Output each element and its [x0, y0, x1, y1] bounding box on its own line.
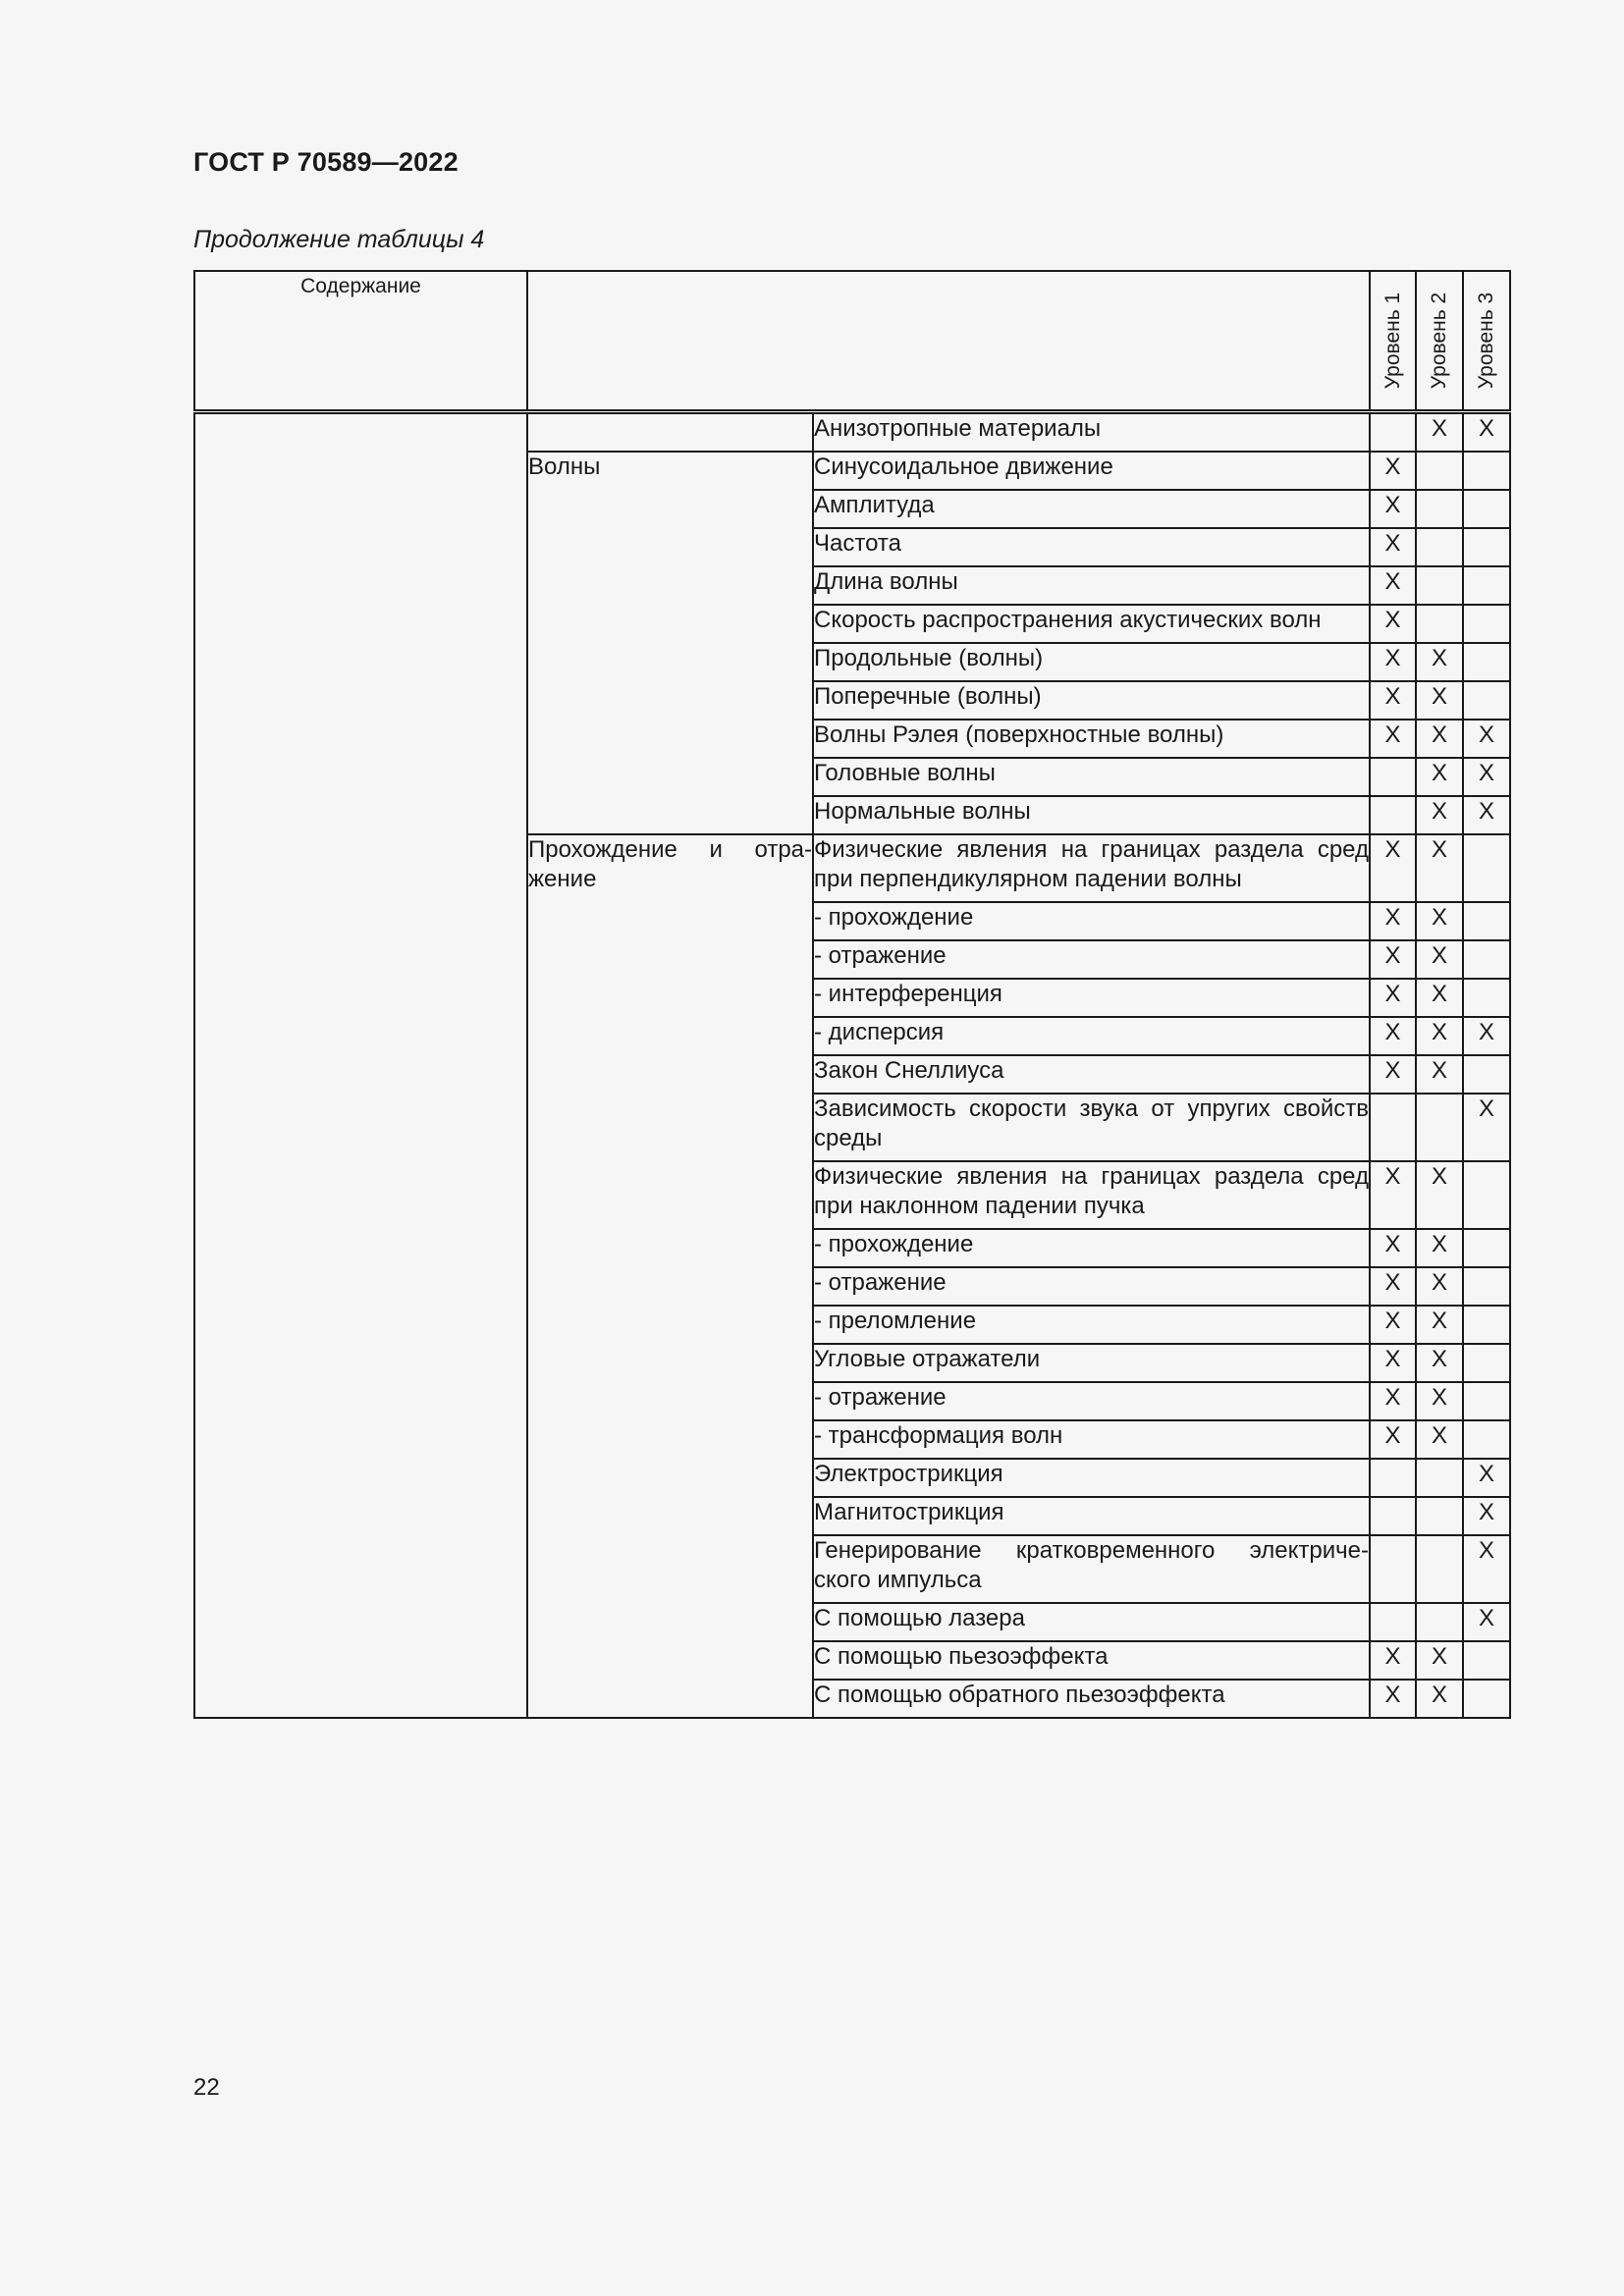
topic-cell: Магнитострикция — [813, 1497, 1370, 1535]
level-2-mark: X — [1416, 681, 1463, 720]
level-2-mark: X — [1416, 834, 1463, 902]
level-2-mark: X — [1416, 1641, 1463, 1680]
level-1-mark: X — [1370, 834, 1416, 902]
level-1-mark: X — [1370, 1267, 1416, 1306]
topic-cell: - прохождение — [813, 1229, 1370, 1267]
level-3-mark — [1463, 940, 1510, 979]
header-blank — [527, 271, 1370, 412]
level-3-mark: X — [1463, 1497, 1510, 1535]
level-1-mark — [1370, 1603, 1416, 1641]
level-1-mark: X — [1370, 720, 1416, 758]
level-1-mark: X — [1370, 1420, 1416, 1459]
level-2-mark: X — [1416, 1017, 1463, 1055]
topic-cell: - дисперсия — [813, 1017, 1370, 1055]
level-2-mark — [1416, 1603, 1463, 1641]
level-1-mark — [1370, 1459, 1416, 1497]
level-1-mark: X — [1370, 1161, 1416, 1229]
level-3-mark — [1463, 605, 1510, 643]
level-1-mark — [1370, 1497, 1416, 1535]
topic-cell: - отражение — [813, 1267, 1370, 1306]
topic-cell: Головные волны — [813, 758, 1370, 796]
topic-cell: Генерирование кратковременного электриче-ского импульса — [813, 1535, 1370, 1603]
level-1-mark — [1370, 1535, 1416, 1603]
topic-cell: Зависимость скорости звука от упругих свойств среды — [813, 1094, 1370, 1161]
level-1-mark: X — [1370, 1382, 1416, 1420]
topic-cell: С помощью лазера — [813, 1603, 1370, 1641]
header-level-1 — [1370, 271, 1416, 412]
topic-cell: Скорость распространения акустических волн — [813, 605, 1370, 643]
level-3-mark — [1463, 566, 1510, 605]
level-1-mark — [1370, 1094, 1416, 1161]
level-3-mark: X — [1463, 1535, 1510, 1603]
topic-cell: Длина волны — [813, 566, 1370, 605]
level-1-mark: X — [1370, 681, 1416, 720]
level-2-mark — [1416, 1459, 1463, 1497]
level-2-mark — [1416, 1094, 1463, 1161]
topic-cell: Синусоидальное движение — [813, 452, 1370, 490]
level-3-mark: X — [1463, 1017, 1510, 1055]
topic-cell: - интерференция — [813, 979, 1370, 1017]
topic-cell: - преломление — [813, 1306, 1370, 1344]
level-3-mark: X — [1463, 1603, 1510, 1641]
level-3-mark — [1463, 1055, 1510, 1094]
level-1-mark: X — [1370, 940, 1416, 979]
level-3-mark — [1463, 1344, 1510, 1382]
level-1-mark: X — [1370, 566, 1416, 605]
level-3-mark — [1463, 643, 1510, 681]
level-2-mark: X — [1416, 758, 1463, 796]
level-2-mark — [1416, 490, 1463, 528]
header-level-2 — [1416, 271, 1463, 412]
level-2-mark: X — [1416, 940, 1463, 979]
level-2-mark — [1416, 1497, 1463, 1535]
header-level-3-label: Уровень 3 — [1475, 292, 1497, 390]
table-row — [194, 412, 1510, 453]
level-3-mark: X — [1463, 1094, 1510, 1161]
header-level-2-label: Уровень 2 — [1428, 292, 1450, 390]
group-cell — [527, 452, 813, 834]
header-level-3 — [1463, 271, 1510, 412]
level-3-mark — [1463, 1306, 1510, 1344]
level-2-mark: X — [1416, 979, 1463, 1017]
document-code: ГОСТ Р 70589—2022 — [193, 147, 459, 177]
group-label: Волны — [528, 454, 601, 480]
topic-cell: Нормальные волны — [813, 796, 1370, 834]
level-3-mark — [1463, 834, 1510, 902]
level-3-mark — [1463, 1641, 1510, 1680]
level-3-mark: X — [1463, 720, 1510, 758]
level-3-mark — [1463, 681, 1510, 720]
level-1-mark: X — [1370, 605, 1416, 643]
level-1-mark: X — [1370, 490, 1416, 528]
level-1-mark: X — [1370, 452, 1416, 490]
level-2-mark: X — [1416, 1055, 1463, 1094]
topic-cell: Продольные (волны) — [813, 643, 1370, 681]
level-1-mark: X — [1370, 1641, 1416, 1680]
table-body — [194, 412, 1510, 1719]
level-3-mark: X — [1463, 796, 1510, 834]
level-2-mark: X — [1416, 1161, 1463, 1229]
topic-cell: - отражение — [813, 1382, 1370, 1420]
level-3-mark: X — [1463, 758, 1510, 796]
level-2-mark: X — [1416, 1344, 1463, 1382]
level-1-mark: X — [1370, 1306, 1416, 1344]
level-2-mark: X — [1416, 1306, 1463, 1344]
topic-cell: - прохождение — [813, 902, 1370, 940]
level-3-mark — [1463, 1267, 1510, 1306]
topic-cell: Физические явления на границах раздела сред при перпендикулярном падении волны — [813, 834, 1370, 902]
level-1-mark — [1370, 758, 1416, 796]
topic-cell: Физические явления на границах раздела сред при наклонном падении пучка — [813, 1161, 1370, 1229]
level-3-mark — [1463, 902, 1510, 940]
level-3-mark — [1463, 979, 1510, 1017]
topic-cell: Анизотропные материалы — [813, 412, 1370, 453]
level-2-mark: X — [1416, 796, 1463, 834]
level-2-mark: X — [1416, 1420, 1463, 1459]
requirements-table — [193, 270, 1511, 1719]
level-1-mark: X — [1370, 528, 1416, 566]
level-2-mark — [1416, 528, 1463, 566]
topic-cell: Поперечные (волны) — [813, 681, 1370, 720]
level-3-mark — [1463, 490, 1510, 528]
level-3-mark — [1463, 1161, 1510, 1229]
topic-cell: С помощью обратного пьезоэффекта — [813, 1680, 1370, 1718]
level-2-mark: X — [1416, 1267, 1463, 1306]
level-3-mark — [1463, 1382, 1510, 1420]
group-cell — [527, 412, 813, 453]
level-3-mark — [1463, 452, 1510, 490]
level-3-mark: X — [1463, 412, 1510, 453]
level-2-mark: X — [1416, 1680, 1463, 1718]
level-1-mark — [1370, 412, 1416, 453]
level-1-mark: X — [1370, 1055, 1416, 1094]
topic-cell: Закон Снеллиуса — [813, 1055, 1370, 1094]
level-2-mark: X — [1416, 720, 1463, 758]
group-cell — [527, 834, 813, 1718]
topic-cell: - трансформация волн — [813, 1420, 1370, 1459]
level-3-mark — [1463, 1680, 1510, 1718]
level-1-mark — [1370, 796, 1416, 834]
level-1-mark: X — [1370, 902, 1416, 940]
level-1-mark: X — [1370, 979, 1416, 1017]
level-2-mark — [1416, 605, 1463, 643]
table-header-row — [194, 271, 1510, 412]
level-1-mark: X — [1370, 1017, 1416, 1055]
table-caption: Продолжение таблицы 4 — [193, 226, 485, 253]
level-2-mark — [1416, 452, 1463, 490]
level-3-mark — [1463, 1229, 1510, 1267]
level-3-mark — [1463, 1420, 1510, 1459]
topic-cell: Электрострикция — [813, 1459, 1370, 1497]
level-2-mark: X — [1416, 1229, 1463, 1267]
level-2-mark: X — [1416, 902, 1463, 940]
level-1-mark: X — [1370, 1229, 1416, 1267]
level-3-mark: X — [1463, 1459, 1510, 1497]
page-number: 22 — [193, 2074, 220, 2101]
level-2-mark: X — [1416, 1382, 1463, 1420]
topic-cell: Амплитуда — [813, 490, 1370, 528]
topic-cell: Волны Рэлея (поверхностные волны) — [813, 720, 1370, 758]
level-2-mark — [1416, 566, 1463, 605]
topic-cell: Частота — [813, 528, 1370, 566]
content-column-cell — [194, 412, 527, 1719]
level-1-mark: X — [1370, 1680, 1416, 1718]
topic-cell: С помощью пьезоэффекта — [813, 1641, 1370, 1680]
header-level-1-label: Уровень 1 — [1380, 292, 1404, 390]
level-3-mark — [1463, 528, 1510, 566]
header-content: Содержание — [194, 271, 527, 412]
level-2-mark: X — [1416, 643, 1463, 681]
level-2-mark: X — [1416, 412, 1463, 453]
level-1-mark: X — [1370, 1344, 1416, 1382]
group-label: Прохождение и отра-жение — [528, 836, 812, 892]
level-1-mark: X — [1370, 643, 1416, 681]
topic-cell: - отражение — [813, 940, 1370, 979]
topic-cell: Угловые отражатели — [813, 1344, 1370, 1382]
level-2-mark — [1416, 1535, 1463, 1603]
